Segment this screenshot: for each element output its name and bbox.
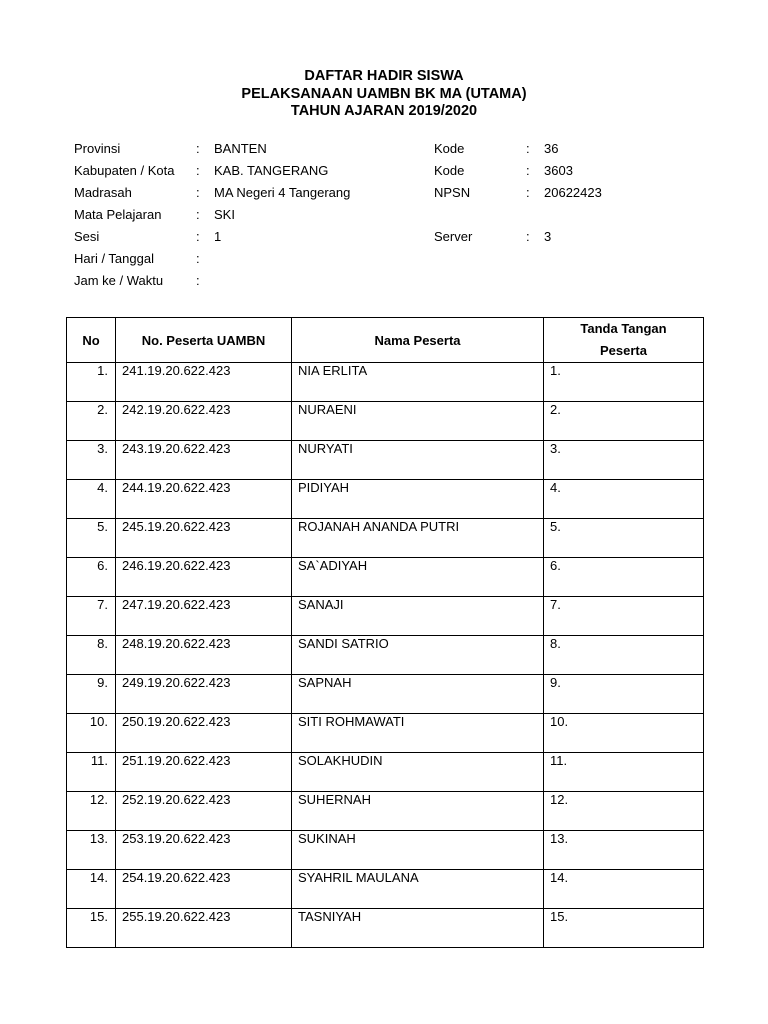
row-no: 15. [89,909,108,924]
info-row-empty [434,204,694,226]
table-row [67,870,704,909]
row-peserta-no: 252.19.20.622.423 [122,792,231,807]
row-peserta-no: 244.19.20.622.423 [122,480,231,495]
info-label: Mata Pelajaran [74,207,162,222]
row-nama: SUKINAH [298,831,356,846]
row-nama: SOLAKHUDIN [298,753,383,768]
row-signature: 7. [550,597,561,612]
row-nama: PIDIYAH [298,480,350,495]
table-row [67,792,704,831]
row-signature: 4. [550,480,561,495]
attendance-table [66,317,704,948]
title-line-3: TAHUN AJARAN 2019/2020 [290,103,478,119]
row-nama: SYAHRIL MAULANA [298,870,419,885]
table-row [67,831,704,870]
document-title [0,68,768,121]
row-peserta-no: 246.19.20.622.423 [122,558,231,573]
table-row [67,909,704,948]
info-colon: : [526,141,530,156]
row-signature: 13. [550,831,569,846]
header-peserta-no: No. Peserta UAMBN [116,318,292,363]
info-value: 36 [544,141,559,156]
info-row-jam-waktu [74,270,434,292]
row-no: 5. [97,519,108,534]
table-row [67,597,704,636]
row-no: 2. [97,402,108,417]
info-value: 1 [214,229,222,244]
row-no: 3. [97,441,108,456]
header-no: No [67,318,116,363]
info-colon: : [526,229,530,244]
info-right-block [434,138,694,248]
row-signature: 3. [550,441,561,456]
info-label: Kode [434,141,465,156]
info-label: NPSN [434,185,471,200]
row-peserta-no: 255.19.20.622.423 [122,909,231,924]
info-colon: : [196,141,200,156]
info-colon: : [526,163,530,178]
info-colon: : [196,229,200,244]
info-value: 3603 [544,163,573,178]
row-no: 4. [97,480,108,495]
info-colon: : [196,207,200,222]
row-signature: 11. [550,753,568,768]
info-left-block [74,138,434,292]
row-peserta-no: 243.19.20.622.423 [122,441,231,456]
row-nama: NURYATI [298,441,353,456]
info-value: SKI [214,207,235,222]
info-value: BANTEN [214,141,267,156]
row-nama: SA`ADIYAH [298,558,368,573]
title-line-2: PELAKSANAAN UAMBN BK MA (UTAMA) [241,85,527,102]
table-row [67,519,704,558]
row-signature: 2. [550,402,561,417]
row-no: 8. [97,636,108,651]
table-row [67,675,704,714]
table-row [67,714,704,753]
row-nama: TASNIYAH [298,909,362,924]
row-peserta-no: 242.19.20.622.423 [122,402,231,417]
row-nama: NIA ERLITA [298,363,368,378]
row-nama: SANAJI [298,597,344,612]
info-row-kode-kabupaten [434,160,694,182]
info-row-madrasah [74,182,434,204]
title-line-1: DAFTAR HADIR SISWA [304,68,464,84]
info-label: Madrasah [74,185,132,200]
header-nama: Nama Peserta [292,318,544,363]
table-row [67,636,704,675]
info-row-hari-tanggal [74,248,434,270]
row-no: 9. [97,675,108,690]
info-colon: : [196,163,200,178]
info-colon: : [196,273,200,288]
row-signature: 10. [550,714,569,729]
info-row-mata-pelajaran [74,204,434,226]
table-row [67,441,704,480]
table-row [67,558,704,597]
row-signature: 5. [550,519,561,534]
table-row [67,402,704,441]
row-signature: 14. [550,870,569,885]
info-label: Kabupaten / Kota [74,163,175,178]
info-colon: : [196,185,200,200]
info-value: 3 [544,229,552,244]
row-nama: NURAENI [298,402,357,417]
info-label: Jam ke / Waktu [74,273,164,288]
row-signature: 1. [550,363,561,378]
row-peserta-no: 251.19.20.622.423 [122,753,231,768]
row-nama: SITI ROHMAWATI [298,714,405,729]
info-label: Provinsi [74,141,121,156]
row-peserta-no: 245.19.20.622.423 [122,519,231,534]
row-peserta-no: 241.19.20.622.423 [122,363,231,378]
row-signature: 12. [550,792,569,807]
row-nama: SAPNAH [298,675,352,690]
row-peserta-no: 253.19.20.622.423 [122,831,231,846]
row-no: 14. [89,870,108,885]
info-label: Sesi [74,229,100,244]
info-value: 20622423 [544,185,602,200]
row-no: 10. [89,714,108,729]
row-nama: ROJANAH ANANDA PUTRI [298,519,460,534]
row-no: 1. [97,363,108,378]
row-nama: SANDI SATRIO [298,636,389,651]
row-signature: 8. [550,636,561,651]
row-signature: 9. [550,675,561,690]
info-label: Server [434,229,473,244]
info-row-sesi [74,226,434,248]
table-header-row [67,318,704,363]
info-label: Kode [434,163,465,178]
row-no: 13. [89,831,108,846]
row-peserta-no: 250.19.20.622.423 [122,714,231,729]
header-tanda-tangan-line2: Peserta [600,343,647,358]
row-nama: SUHERNAH [298,792,371,807]
info-colon: : [526,185,530,200]
table-row [67,363,704,402]
header-tanda-tangan [544,318,704,363]
row-signature: 15. [550,909,569,924]
info-row-server [434,226,694,248]
row-peserta-no: 248.19.20.622.423 [122,636,231,651]
info-colon: : [196,251,200,266]
info-value: MA Negeri 4 Tangerang [214,185,351,200]
info-value: KAB. TANGERANG [214,163,329,178]
info-row-kabupaten [74,160,434,182]
row-signature: 6. [550,558,561,573]
row-no: 6. [97,558,108,573]
row-peserta-no: 254.19.20.622.423 [122,870,231,885]
info-label: Hari / Tanggal [74,251,154,266]
info-row-provinsi [74,138,434,160]
row-peserta-no: 249.19.20.622.423 [122,675,231,690]
row-no: 12. [89,792,108,807]
info-row-kode-provinsi [434,138,694,160]
table-row [67,480,704,519]
row-peserta-no: 247.19.20.622.423 [122,597,231,612]
row-no: 11. [90,753,108,768]
info-row-npsn [434,182,694,204]
header-tanda-tangan-line1: Tanda Tangan [580,321,667,336]
row-no: 7. [97,597,108,612]
table-row [67,753,704,792]
